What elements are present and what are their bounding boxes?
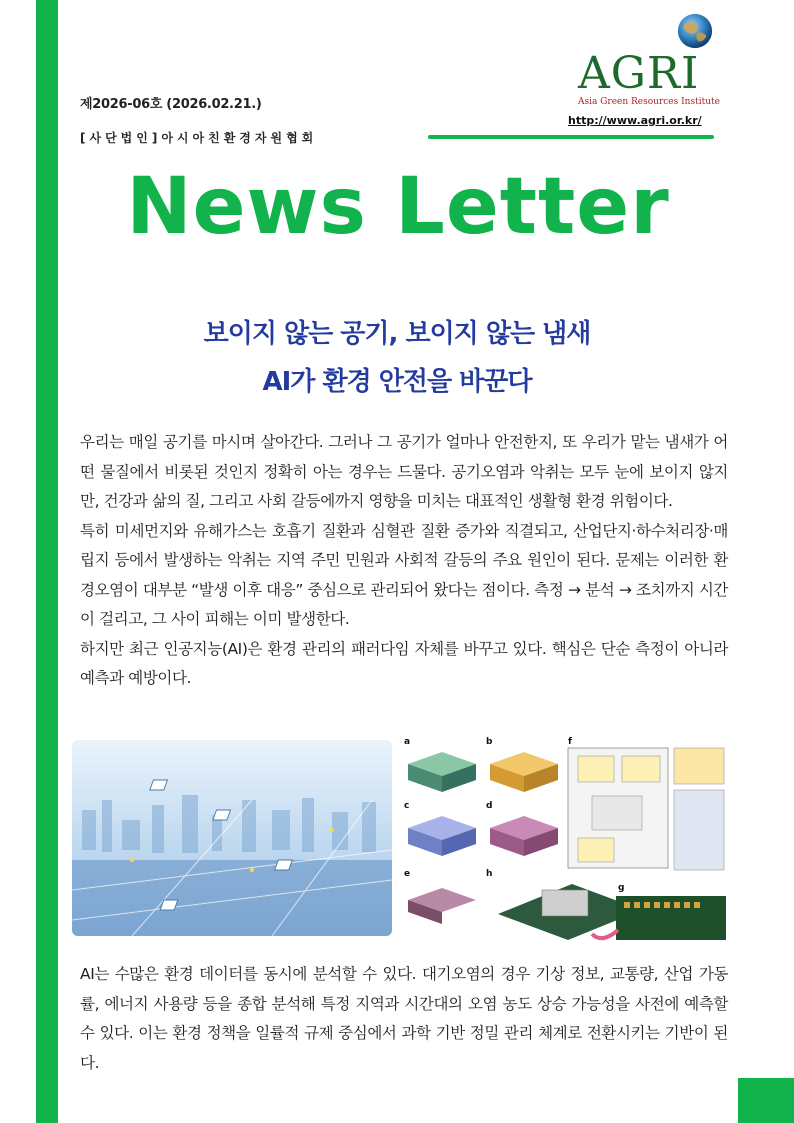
- paragraph: AI는 수많은 환경 데이터를 동시에 분석할 수 있다. 대기오염의 경우 기상 정보, 교통량, 산업 가동률, 에너지 사용량 등을 종합 분석해 특정 지역과 시간대의 오염 농도 상승 가능성을 사전에 예측할 수 있다. 이는 환경 정책을 일률적 규제 중심에서 과학 기반 정밀 관리 체계로 전환시키는 기반이 된다.: [80, 965, 728, 1072]
- paragraph: 특히 미세먼지와 유해가스는 호흡기 질환과 심혈관 질환 증가와 직결되고, 산업단지·하수처리장·매립지 등에서 발생하는 악취는 지역 주민 민원과 사회적 갈등의 주요 원인이 된다. 문제는 이러한 환경오염이 대부분 “발생 이후 대응” 중심으로 관리되어 왔다는 점이다. 측정 → 분석 → 조치까지 시간이 걸리고, 그 사이 피해는 이미 발생한다.: [80, 521, 728, 628]
- article-intro: [80, 428, 728, 694]
- organization-name: [사단법인]아시아친환경자원협회: [80, 131, 318, 145]
- svg-text:g: g: [618, 883, 625, 893]
- header-divider: [428, 135, 714, 139]
- article-headline: [100, 310, 694, 406]
- paragraph: 하지만 최근 인공지능(AI)은 환경 관리의 패러다임 자체를 바꾸고 있다. 핵심은 단순 측정이 아니라 예측과 예방이다.: [80, 639, 728, 687]
- headline-line-2: AI가 환경 안전을 바꾼다: [262, 367, 532, 397]
- agri-logo: [572, 12, 722, 124]
- bottom-accent-block: [738, 1078, 794, 1123]
- masthead-title: News Letter: [126, 162, 670, 252]
- website-link[interactable]: http://www.agri.or.kr/: [568, 114, 702, 127]
- svg-text:a: a: [404, 737, 411, 747]
- issue-number: 제2026-06호 (2026.02.21.): [80, 97, 262, 112]
- headline-line-1: 보이지 않는 공기, 보이지 않는 냄새: [203, 319, 591, 349]
- globe-icon: [676, 12, 714, 50]
- sensor-device-diagram: [402, 734, 728, 942]
- svg-text:h: h: [486, 869, 493, 879]
- logo-subtitle: Asia Green Resources Institute: [578, 97, 720, 107]
- left-accent-bar: [36, 0, 58, 1123]
- svg-text:e: e: [404, 869, 411, 879]
- logo-wordmark: AGRI: [578, 48, 700, 99]
- article-continuation: [80, 960, 728, 1078]
- svg-text:d: d: [486, 801, 493, 811]
- svg-text:f: f: [568, 737, 572, 747]
- paragraph: 우리는 매일 공기를 마시며 살아간다. 그러나 그 공기가 얼마나 안전한지, 또 우리가 맡는 냄새가 어떤 물질에서 비롯된 것인지 정확히 아는 경우는 드물다. 공기오염과 악취는 모두 눈에 보이지 않지만, 건강과 삶의 질, 그리고 사회 갈등에까지 영향을 미치는 대표적인 생활형 환경 위험이다.: [80, 433, 728, 510]
- svg-text:b: b: [486, 737, 493, 747]
- smart-city-image: [72, 740, 392, 936]
- svg-text:c: c: [404, 801, 410, 811]
- top-accent-block: [36, 0, 56, 50]
